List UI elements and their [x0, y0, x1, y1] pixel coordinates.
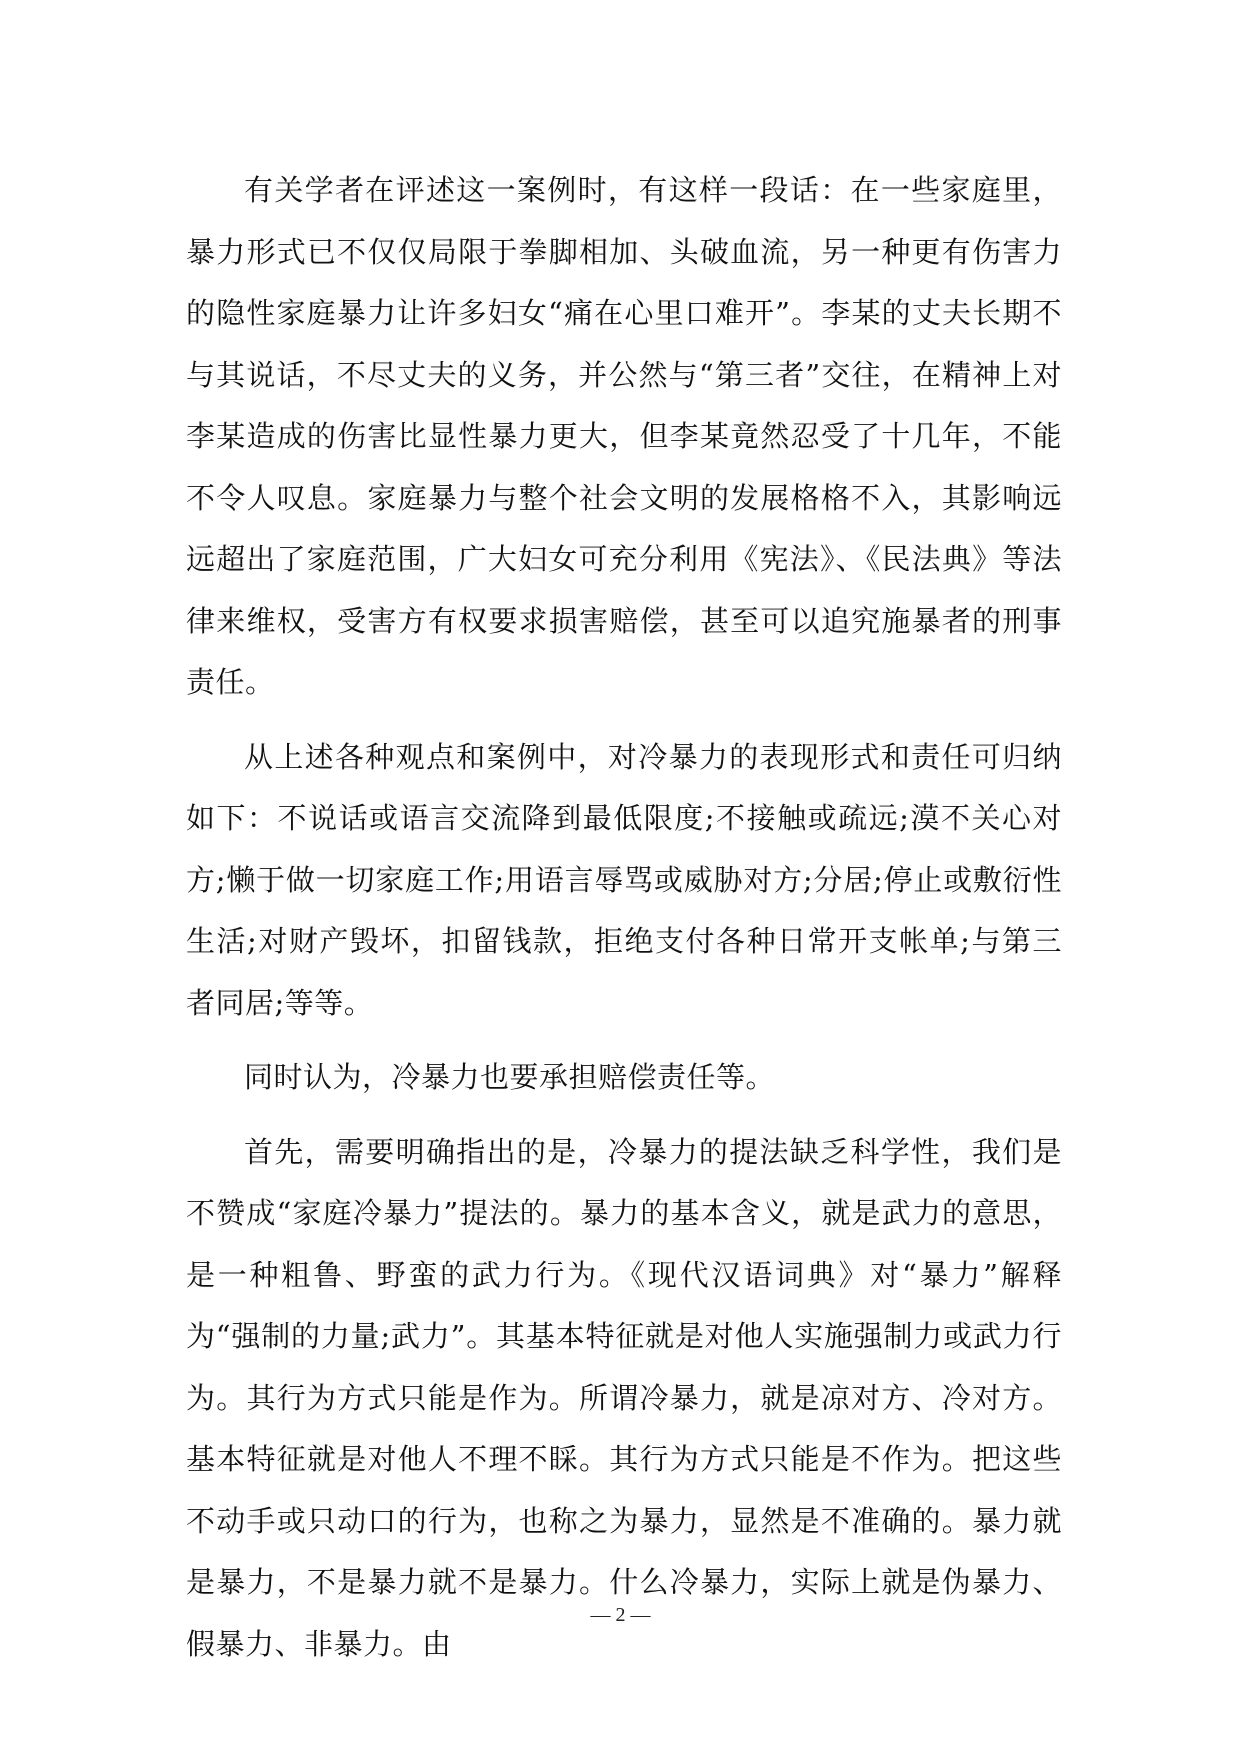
paragraph-case-commentary: 有关学者在评述这一案例时，有这样一段话：在一些家庭里，暴力形式已不仅仅局限于拳脚相加、头破血流，另一种更有伤害力的隐性家庭暴力让许多妇女“痛在心里口难开”。李某的丈夫长期不与其说话，不尽丈夫的义务，并公然与“第三者”交往，在精神上对李某造成的伤害比显性暴力更大，但李某竟然忍受了十几年，不能不令人叹息。家庭暴力与整个社会文明的发展格格不入，其影响远远超出了家庭范围，广大妇女可充分利用《宪法》、《民法典》等法律来维权，受害方有权要求损害赔偿，甚至可以追究施暴者的刑事责任。 [186, 173, 1062, 699]
page-number: — 2 — [590, 1604, 651, 1626]
paragraph-critique: 首先，需要明确指出的是，冷暴力的提法缺乏科学性，我们是不赞成“家庭冷暴力”提法的。暴力的基本含义，就是武力的意思，是一种粗鲁、野蛮的武力行为。《现代汉语词典》对“暴力”解释为“强制的力量;武力”。其基本特征就是对他人实施强制力或武力行为。其行为方式只能是作为。所谓冷暴力，就是凉对方、冷对方。基本特征就是对他人不理不睬。其行为方式只能是不作为。把这些不动手或只动口的行为，也称之为暴力，显然是不准确的。暴力就是暴力，不是暴力就不是暴力。什么冷暴力，实际上就是伪暴力、假暴力、非暴力。由 [186, 1134, 1062, 1661]
paragraph-forms-summary: 从上述各种观点和案例中，对冷暴力的表现形式和责任可归纳如下：不说话或语言交流降到最低限度;不接触或疏远;漠不关心对方;懒于做一切家庭工作;用语言辱骂或威胁对方;分居;停止或敷衍性生活;对财产毁坏，扣留钱款，拒绝支付各种日常开支帐单;与第三者同居;等等。 [186, 739, 1062, 1020]
body-text [186, 160, 1062, 1675]
paragraph-liability: 同时认为，冷暴力也要承担赔偿责任等。 [244, 1060, 776, 1094]
